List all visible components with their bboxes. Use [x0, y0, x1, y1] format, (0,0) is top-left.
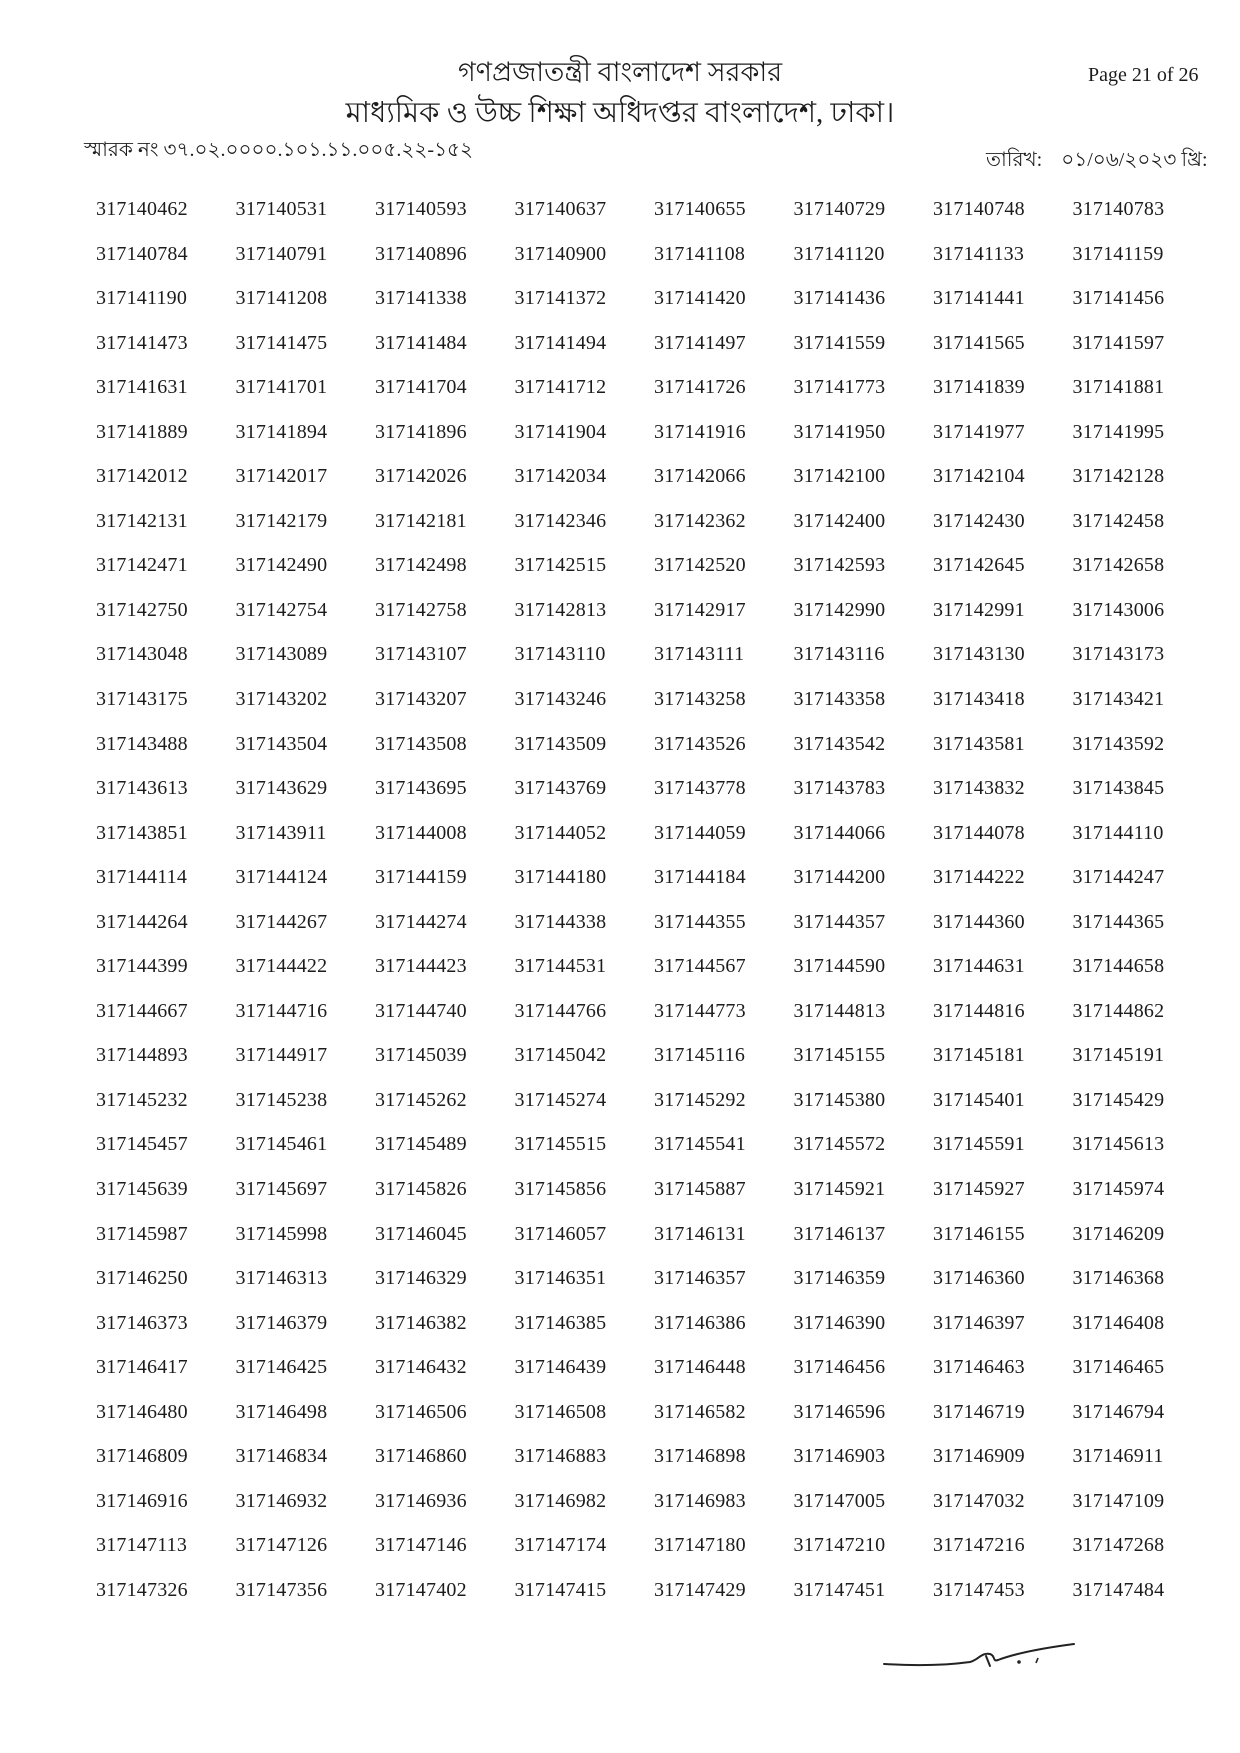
roll-number-cell: 317144567 — [654, 955, 746, 978]
roll-number-cell: 317146809 — [96, 1445, 188, 1468]
roll-number-cell: 317141565 — [933, 331, 1025, 354]
roll-number-cell: 317144423 — [375, 955, 467, 978]
roll-number-cell: 317145380 — [793, 1088, 886, 1111]
roll-number-cell: 317147032 — [933, 1489, 1025, 1512]
roll-number-cell: 317141473 — [96, 331, 188, 354]
roll-number-cell: 317144008 — [375, 821, 467, 844]
roll-number-cell: 317146250 — [96, 1267, 188, 1290]
table-row — [96, 1356, 1181, 1401]
roll-number-cell: 317147210 — [793, 1534, 886, 1557]
roll-number-cell: 317143107 — [375, 643, 467, 666]
table-row — [96, 688, 1181, 733]
roll-number-cell: 317144338 — [514, 910, 607, 933]
roll-number-cell: 317140896 — [375, 242, 467, 265]
roll-number-cell: 317144180 — [514, 866, 607, 889]
roll-number-cell: 317141372 — [514, 287, 607, 310]
roll-number-cell: 317143089 — [235, 643, 328, 666]
roll-number-cell: 317143175 — [96, 688, 188, 711]
roll-number-cell: 317146313 — [235, 1267, 328, 1290]
roll-number-cell: 317146397 — [933, 1311, 1025, 1334]
roll-number-cell: 317145232 — [96, 1088, 188, 1111]
roll-number-cell: 317146408 — [1072, 1311, 1165, 1334]
roll-number-cell: 317144766 — [514, 999, 607, 1022]
roll-number-cell: 317141773 — [793, 376, 886, 399]
roll-number-cell: 317142346 — [514, 509, 607, 532]
roll-number-cell: 317146045 — [375, 1222, 467, 1245]
roll-number-cell: 317145274 — [514, 1088, 607, 1111]
roll-number-cell: 317145998 — [235, 1222, 328, 1245]
roll-number-cell: 317143207 — [375, 688, 467, 711]
table-row — [96, 1044, 1181, 1089]
roll-number-cell: 317146448 — [654, 1356, 746, 1379]
roll-number-cell: 317146379 — [235, 1311, 328, 1334]
roll-number-cell: 317141701 — [235, 376, 328, 399]
roll-number-cell: 317142917 — [654, 598, 746, 621]
table-row — [96, 243, 1181, 288]
roll-number-cell: 317147109 — [1072, 1489, 1165, 1512]
roll-number-cell: 317144816 — [933, 999, 1025, 1022]
roll-number-cell: 317144365 — [1072, 910, 1165, 933]
roll-number-cell: 317145974 — [1072, 1178, 1165, 1201]
roll-number-cell: 317141995 — [1072, 420, 1165, 443]
table-row — [96, 510, 1181, 555]
roll-number-cell: 317142066 — [654, 465, 746, 488]
roll-number-cell: 317146432 — [375, 1356, 467, 1379]
table-row — [96, 599, 1181, 644]
roll-number-cell: 317146137 — [793, 1222, 886, 1245]
roll-number-cell: 317143695 — [375, 777, 467, 800]
roll-number-cell: 317146719 — [933, 1400, 1025, 1423]
roll-number-cell: 317142520 — [654, 554, 746, 577]
roll-number-cell: 317141338 — [375, 287, 467, 310]
roll-number-cell: 317146456 — [793, 1356, 886, 1379]
roll-number-cell: 317143778 — [654, 777, 746, 800]
roll-number-cell: 317141889 — [96, 420, 188, 443]
roll-number-cell: 317141904 — [514, 420, 607, 443]
roll-number-cell: 317146386 — [654, 1311, 746, 1334]
roll-number-cell: 317141894 — [235, 420, 328, 443]
roll-number-cell: 317144264 — [96, 910, 188, 933]
roll-number-cell: 317140783 — [1072, 198, 1165, 220]
roll-number-cell: 317147174 — [514, 1534, 607, 1557]
roll-number-cell: 317147180 — [654, 1534, 746, 1557]
roll-number-cell: 317142181 — [375, 509, 467, 532]
roll-number-cell: 317143488 — [96, 732, 188, 755]
roll-number-cell: 317140900 — [514, 242, 607, 265]
roll-number-cell: 317140655 — [654, 198, 746, 220]
roll-number-cell: 317144124 — [235, 866, 328, 889]
roll-number-cell: 317144200 — [793, 866, 886, 889]
roll-number-cell: 317146368 — [1072, 1267, 1165, 1290]
roll-number-cell: 317140791 — [235, 242, 328, 265]
roll-number-cell: 317146916 — [96, 1489, 188, 1512]
roll-number-cell: 317141881 — [1072, 376, 1165, 399]
roll-number-cell: 317142017 — [235, 465, 328, 488]
roll-number-cell: 317143613 — [96, 777, 188, 800]
table-row — [96, 911, 1181, 956]
roll-number-cell: 317146480 — [96, 1400, 188, 1423]
roll-number-cell: 317141436 — [793, 287, 886, 310]
roll-number-cell: 317141159 — [1072, 242, 1164, 265]
roll-number-cell: 317141456 — [1072, 287, 1165, 310]
roll-number-cell: 317145401 — [933, 1088, 1025, 1111]
roll-number-cell: 317142179 — [235, 509, 328, 532]
roll-number-cell: 317146351 — [514, 1267, 607, 1290]
roll-number-cell: 317141597 — [1072, 331, 1165, 354]
roll-number-cell: 317144893 — [96, 1044, 188, 1067]
roll-number-cell: 317142990 — [793, 598, 886, 621]
table-row — [96, 332, 1181, 377]
roll-number-cell: 317145457 — [96, 1133, 188, 1156]
roll-number-cell: 317145826 — [375, 1178, 467, 1201]
roll-number-cell: 317142104 — [933, 465, 1025, 488]
roll-number-cell: 317145572 — [793, 1133, 886, 1156]
roll-number-cell: 317145921 — [793, 1178, 886, 1201]
roll-number-cell: 317144110 — [1072, 821, 1164, 844]
roll-number-cell: 317141712 — [514, 376, 607, 399]
table-row — [96, 1401, 1181, 1446]
roll-number-cell: 317143111 — [654, 643, 745, 666]
roll-number-cell: 317145238 — [235, 1088, 328, 1111]
roll-number-cell: 317142471 — [96, 554, 188, 577]
table-row — [96, 1000, 1181, 1045]
roll-number-cell: 317144355 — [654, 910, 746, 933]
roll-number-cell: 317142400 — [793, 509, 886, 532]
roll-number-cell: 317142131 — [96, 509, 188, 532]
roll-number-cell: 317146155 — [933, 1222, 1025, 1245]
roll-number-cell: 317146390 — [793, 1311, 886, 1334]
roll-number-cell: 317141950 — [793, 420, 886, 443]
roll-number-cell: 317145461 — [235, 1133, 328, 1156]
memo-number: স্মারক নং ৩৭.০২.০০০০.১০১.১১.০০৫.২২-১৫২ — [84, 139, 474, 161]
roll-number-cell: 317146909 — [933, 1445, 1025, 1468]
roll-number-cell: 317141916 — [654, 420, 746, 443]
roll-number-cell: 317144631 — [933, 955, 1025, 978]
roll-number-cell: 317147484 — [1072, 1578, 1165, 1601]
roll-number-cell: 317145613 — [1072, 1133, 1165, 1156]
roll-number-cell: 317144222 — [933, 866, 1025, 889]
roll-number-cell: 317145292 — [654, 1088, 746, 1111]
roll-number-grid — [96, 198, 1181, 1624]
roll-number-cell: 317146329 — [375, 1267, 467, 1290]
roll-number-cell: 317144658 — [1072, 955, 1165, 978]
roll-number-cell: 317146465 — [1072, 1356, 1165, 1379]
roll-number-cell: 317144274 — [375, 910, 467, 933]
roll-number-cell: 317146936 — [375, 1489, 467, 1512]
roll-number-cell: 317144667 — [96, 999, 188, 1022]
table-row — [96, 1445, 1181, 1490]
roll-number-cell: 317147146 — [375, 1534, 467, 1557]
roll-number-cell: 317146898 — [654, 1445, 746, 1468]
roll-number-cell: 317146596 — [793, 1400, 886, 1423]
roll-number-cell: 317141420 — [654, 287, 746, 310]
roll-number-cell: 317146382 — [375, 1311, 467, 1334]
roll-number-cell: 317146359 — [793, 1267, 886, 1290]
roll-number-cell: 317141208 — [235, 287, 328, 310]
roll-number-cell: 317143508 — [375, 732, 467, 755]
roll-number-cell: 317140729 — [793, 198, 886, 220]
roll-number-cell: 317144184 — [654, 866, 746, 889]
roll-number-cell: 317144360 — [933, 910, 1025, 933]
roll-number-cell: 317146385 — [514, 1311, 607, 1334]
roll-number-cell: 317144066 — [793, 821, 886, 844]
roll-number-cell: 317146057 — [514, 1222, 607, 1245]
roll-number-cell: 317141108 — [654, 242, 746, 265]
roll-number-cell: 317143048 — [96, 643, 188, 666]
roll-number-cell: 317146417 — [96, 1356, 188, 1379]
roll-number-cell: 317142754 — [235, 598, 328, 621]
roll-number-cell: 317145155 — [793, 1044, 886, 1067]
roll-number-cell: 317146357 — [654, 1267, 746, 1290]
roll-number-cell: 317146794 — [1072, 1400, 1165, 1423]
roll-number-cell: 317141484 — [375, 331, 467, 354]
roll-number-cell: 317146932 — [235, 1489, 328, 1512]
roll-number-cell: 317141497 — [654, 331, 746, 354]
roll-number-cell: 317145181 — [933, 1044, 1025, 1067]
roll-number-cell: 317145039 — [375, 1044, 467, 1067]
roll-number-cell: 317142100 — [793, 465, 886, 488]
table-row — [96, 643, 1181, 688]
roll-number-cell: 317143130 — [933, 643, 1025, 666]
roll-number-cell: 317145856 — [514, 1178, 607, 1201]
roll-number-cell: 317140784 — [96, 242, 188, 265]
header-title-line1: গণপ্রজাতন্ত্রী বাংলাদেশ সরকার — [457, 57, 783, 87]
roll-number-cell: 317142430 — [933, 509, 1025, 532]
roll-number-cell: 317141977 — [933, 420, 1025, 443]
roll-number-cell: 317145429 — [1072, 1088, 1165, 1111]
table-row — [96, 1178, 1181, 1223]
table-row — [96, 822, 1181, 867]
roll-number-cell: 317141494 — [514, 331, 607, 354]
roll-number-cell: 317146498 — [235, 1400, 328, 1423]
roll-number-cell: 317141704 — [375, 376, 467, 399]
roll-number-cell: 317140593 — [375, 198, 467, 220]
roll-number-cell: 317145697 — [235, 1178, 328, 1201]
roll-number-cell: 317143526 — [654, 732, 746, 755]
table-row — [96, 554, 1181, 599]
roll-number-cell: 317142458 — [1072, 509, 1165, 532]
roll-number-cell: 317141190 — [96, 287, 188, 310]
roll-number-cell: 317143769 — [514, 777, 607, 800]
roll-number-cell: 317142758 — [375, 598, 467, 621]
roll-number-cell: 317142026 — [375, 465, 467, 488]
date-label: তারিখ: — [986, 149, 1043, 171]
roll-number-cell: 317142362 — [654, 509, 746, 532]
roll-number-cell: 317145927 — [933, 1178, 1025, 1201]
roll-number-cell: 317147268 — [1072, 1534, 1165, 1557]
roll-number-cell: 317145116 — [654, 1044, 746, 1067]
roll-number-cell: 317146983 — [654, 1489, 746, 1512]
roll-number-cell: 317144422 — [235, 955, 328, 978]
roll-number-cell: 317146883 — [514, 1445, 607, 1468]
roll-number-cell: 317142813 — [514, 598, 607, 621]
roll-number-cell: 317143629 — [235, 777, 328, 800]
roll-number-cell: 317147126 — [235, 1534, 328, 1557]
roll-number-cell: 317142012 — [96, 465, 188, 488]
roll-number-cell: 317146860 — [375, 1445, 467, 1468]
table-row — [96, 777, 1181, 822]
roll-number-cell: 317143418 — [933, 688, 1025, 711]
roll-number-cell: 317147415 — [514, 1578, 607, 1601]
roll-number-cell: 317140748 — [933, 198, 1025, 220]
roll-number-cell: 317144357 — [793, 910, 886, 933]
roll-number-cell: 317147326 — [96, 1578, 188, 1601]
roll-number-cell: 317143110 — [514, 643, 606, 666]
roll-number-cell: 317144159 — [375, 866, 467, 889]
roll-number-cell: 317144247 — [1072, 866, 1165, 889]
table-row — [96, 198, 1181, 243]
roll-number-cell: 317141475 — [235, 331, 328, 354]
roll-number-cell: 317146425 — [235, 1356, 328, 1379]
table-row — [96, 1534, 1181, 1579]
roll-number-cell: 317143783 — [793, 777, 886, 800]
roll-number-cell: 317146903 — [793, 1445, 886, 1468]
roll-number-cell: 317143258 — [654, 688, 746, 711]
roll-number-cell: 317143173 — [1072, 643, 1165, 666]
table-row — [96, 1223, 1181, 1268]
roll-number-cell: 317145489 — [375, 1133, 467, 1156]
roll-number-cell: 317147451 — [793, 1578, 886, 1601]
roll-number-cell: 317146911 — [1072, 1445, 1164, 1468]
roll-number-cell: 317143358 — [793, 688, 886, 711]
roll-number-cell: 317144052 — [514, 821, 607, 844]
roll-number-cell: 317143592 — [1072, 732, 1165, 755]
roll-number-cell: 317142658 — [1072, 554, 1165, 577]
roll-number-cell: 317141133 — [933, 242, 1025, 265]
roll-number-cell: 317143202 — [235, 688, 328, 711]
roll-number-cell: 317144531 — [514, 955, 607, 978]
roll-number-cell: 317144059 — [654, 821, 746, 844]
roll-number-cell: 317144590 — [793, 955, 886, 978]
roll-number-cell: 317142128 — [1072, 465, 1165, 488]
date-block — [986, 145, 1208, 178]
roll-number-cell: 317141896 — [375, 420, 467, 443]
roll-number-cell: 317147429 — [654, 1578, 746, 1601]
roll-number-cell: 317141120 — [793, 242, 885, 265]
table-row — [96, 1133, 1181, 1178]
roll-number-cell: 317145042 — [514, 1044, 607, 1067]
roll-number-cell: 317144862 — [1072, 999, 1165, 1022]
roll-number-cell: 317143542 — [793, 732, 886, 755]
roll-number-cell: 317146463 — [933, 1356, 1025, 1379]
table-row — [96, 421, 1181, 466]
roll-number-cell: 317145541 — [654, 1133, 746, 1156]
table-row — [96, 866, 1181, 911]
page-number: Page 21 of 26 — [1088, 64, 1199, 86]
roll-number-cell: 317145591 — [933, 1133, 1025, 1156]
roll-number-cell: 317142034 — [514, 465, 607, 488]
table-row — [96, 1089, 1181, 1134]
roll-number-cell: 317140462 — [96, 198, 188, 220]
roll-number-cell: 317146508 — [514, 1400, 607, 1423]
roll-number-cell: 317147113 — [96, 1534, 188, 1557]
table-row — [96, 955, 1181, 1000]
roll-number-cell: 317143911 — [235, 821, 327, 844]
roll-number-cell: 317146506 — [375, 1400, 467, 1423]
roll-number-cell: 317143421 — [1072, 688, 1165, 711]
roll-number-cell: 317144267 — [235, 910, 328, 933]
roll-number-cell: 317142515 — [514, 554, 607, 577]
header-title-line2: মাধ্যমিক ও উচ্চ শিক্ষা অধিদপ্তর বাংলাদেশ, ঢাকা। — [345, 97, 895, 129]
table-row — [96, 465, 1181, 510]
roll-number-cell: 317142750 — [96, 598, 188, 621]
roll-number-cell: 317147356 — [235, 1578, 328, 1601]
roll-number-cell: 317146373 — [96, 1311, 188, 1334]
roll-number-cell: 317143851 — [96, 821, 188, 844]
roll-number-cell: 317146582 — [654, 1400, 746, 1423]
roll-number-cell: 317143581 — [933, 732, 1025, 755]
table-row — [96, 287, 1181, 332]
roll-number-cell: 317144740 — [375, 999, 467, 1022]
roll-number-cell: 317145639 — [96, 1178, 188, 1201]
roll-number-cell: 317142645 — [933, 554, 1025, 577]
roll-number-cell: 317145515 — [514, 1133, 607, 1156]
roll-number-cell: 317146439 — [514, 1356, 607, 1379]
table-row — [96, 1490, 1181, 1535]
table-row — [96, 1579, 1181, 1624]
roll-number-cell: 317144917 — [235, 1044, 328, 1067]
roll-number-cell: 317147005 — [793, 1489, 886, 1512]
roll-number-cell: 317146209 — [1072, 1222, 1165, 1245]
roll-number-cell: 317143845 — [1072, 777, 1165, 800]
table-row — [96, 376, 1181, 421]
roll-number-cell: 317143832 — [933, 777, 1025, 800]
roll-number-cell: 317146982 — [514, 1489, 607, 1512]
roll-number-cell: 317141559 — [793, 331, 886, 354]
roll-number-cell: 317145262 — [375, 1088, 467, 1111]
roll-number-cell: 317143006 — [1072, 598, 1165, 621]
table-row — [96, 1312, 1181, 1357]
roll-number-cell: 317147453 — [933, 1578, 1025, 1601]
roll-number-cell: 317144114 — [96, 866, 188, 889]
roll-number-cell: 317141839 — [933, 376, 1025, 399]
roll-number-cell: 317147402 — [375, 1578, 467, 1601]
roll-number-cell: 317140637 — [514, 198, 607, 220]
roll-number-cell: 317147216 — [933, 1534, 1025, 1557]
roll-number-cell: 317143116 — [793, 643, 885, 666]
roll-number-cell: 317144773 — [654, 999, 746, 1022]
roll-number-cell: 317145987 — [96, 1222, 188, 1245]
roll-number-cell: 317143504 — [235, 732, 328, 755]
table-row — [96, 733, 1181, 778]
roll-number-cell: 317142490 — [235, 554, 328, 577]
roll-number-cell: 317141441 — [933, 287, 1025, 310]
roll-number-cell: 317145191 — [1072, 1044, 1165, 1067]
table-row — [96, 1267, 1181, 1312]
signature-icon — [878, 1630, 1078, 1685]
roll-number-cell: 317141726 — [654, 376, 746, 399]
roll-number-cell: 317144716 — [235, 999, 328, 1022]
roll-number-cell: 317140531 — [235, 198, 328, 220]
roll-number-cell: 317146360 — [933, 1267, 1025, 1290]
roll-number-cell: 317146834 — [235, 1445, 328, 1468]
roll-number-cell: 317144813 — [793, 999, 886, 1022]
roll-number-cell: 317146131 — [654, 1222, 746, 1245]
roll-number-cell: 317144399 — [96, 955, 188, 978]
roll-number-cell: 317143246 — [514, 688, 607, 711]
roll-number-cell: 317143509 — [514, 732, 607, 755]
roll-number-cell: 317142498 — [375, 554, 467, 577]
roll-number-cell: 317144078 — [933, 821, 1025, 844]
roll-number-cell: 317145887 — [654, 1178, 746, 1201]
roll-number-cell: 317141631 — [96, 376, 188, 399]
roll-number-cell: 317142593 — [793, 554, 886, 577]
roll-number-cell: 317142991 — [933, 598, 1025, 621]
date-value: ০১/০৬/২০২৩ খ্রি: — [1061, 149, 1208, 171]
